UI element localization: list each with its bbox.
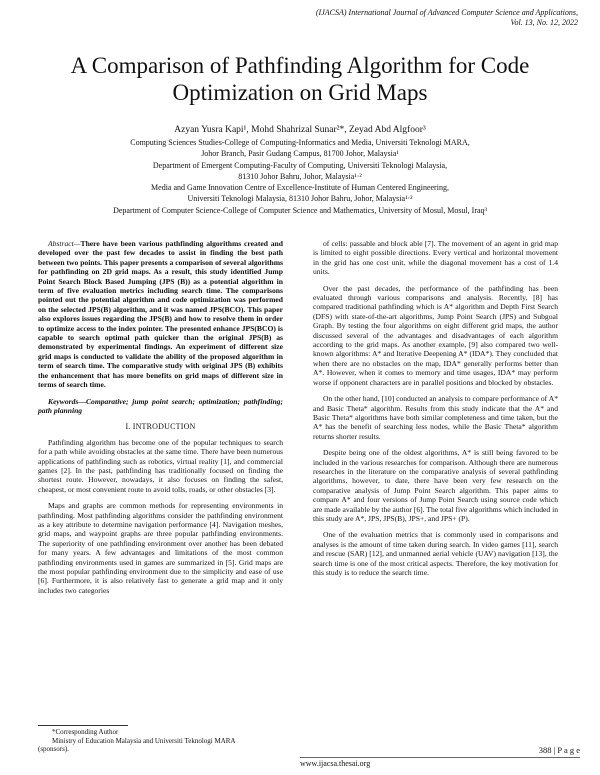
author-list: Azyan Yusra Kapi¹, Mohd Shahrizal Sunar²*, Zeyad Abd Algfoor³ — [174, 125, 426, 135]
footnote-sponsor: Ministry of Education Malaysia and Universiti Teknologi MARA — [52, 736, 236, 745]
journal-header-line2: Vol. 13, No. 12, 2022 — [510, 18, 578, 27]
affiliation-line: Media and Game Innovation Centre of Excellence-Institute of Human Centered Engineering, — [151, 183, 449, 193]
affiliation-line: Computing Sciences Studies-College of Computing-Informatics and Media, Universiti Teknologi MARA, — [130, 138, 470, 147]
page-number: 388 | P a g e — [538, 745, 580, 755]
footnote-corresponding: *Corresponding Author — [52, 728, 119, 736]
affiliation-line: Department of Emergent Computing-Faculty of Computing, Universiti Teknologi Malaysia, — [152, 160, 448, 170]
keywords-text: Comparative; jump point search; optimization; pathfinding; path planning — [38, 396, 283, 415]
keywords — [38, 397, 283, 416]
abstract-text: There have been various pathfinding algorithms created and developed over the past few decades to assist in finding the best path between two points. This paper presents a comparison of several algorithms for pathfinding on 2D grid maps. As a result, this study identified Jump Point Search Block Based Jumping (JPS (B)) as a potential algorithm in term of five evaluation metrics including search time. The comparisons pointed out the potential algorithm and code optimization was performed on the selected JPS(B) algorithm, and it was named JPS(BCO). This paper also explores issues regarding the JPS(B) and how to resolve them in order to optimize access to the index pointer. The presented enhance JPS(BCO) is capable to search optimal path quicker than the original JPS(B) as demonstrated by experimental findings. An experiment of different size grid maps is conducted to validate the ability of the proposed algorithm in term of search time. The comparative study with original JPS (B) exhibits the enhancement that has more benefits on grid maps of different size in terms of search time. — [38, 239, 283, 390]
body-paragraph: Despite being one of the oldest algorithms, A* is still being favored to be included in the various researches for comparison. Although there are numerous researches in the literature on the comparative analysis of several pathfinding algorithms, however, to date, there have been very few research on the comparative analysis of Jump Point Search algorithm. This paper aims to compare A* and four versions of Jump Point Search using source code which are made available by the author [6]. The total five algorithms which included in this study are A*, JPS, JPS(B), JPS+, and JPS+ (P). — [313, 448, 558, 523]
right-column — [313, 239, 558, 584]
footer-divider — [300, 757, 580, 758]
body-paragraph: of cells: passable and block able [7]. The movement of an agent in grid map is limited to eight possible directions. Every vertical and horizontal movement in the grid has one cost unit, while the diagonal movement has a cost of 1.4 units. — [313, 239, 558, 277]
keywords-lead: Keywords— — [48, 396, 86, 406]
body-paragraph: Over the past decades, the performance of the pathfinding has been evaluated through various comparisons and analysis. Recently, [8] has compared traditional pathfinding which is A* algorithm and Depth First Search (DFS) with state-of-the-art algorithms, Jump Point Search (JPS) and Subgoal Graph. By testing the four algorithms on eight different grid maps, the author discussed several of the advantages and disadvantages of each algorithm according to the grid maps. As another example, [9] also compared two well-known algorithms: A* and Iterative Deepening A* (IDA*). They concluded that when there are no obstacles on the map, IDA* generally performs better than A*. However, when it comes to memory and time usages, IDA* may perform worse if opponent characters are in parallel positions and blocked by obstacles. — [313, 283, 558, 387]
body-paragraph: On the other hand, [10] conducted an analysis to compare performance of A* and Basic Theta* algorithm. Results from this study indicate that the A* and Basic Theta* algorithms have both similar completeness and time taken, but the A* has the benefit of searching less nodes, while the Basic Theta* algorithm returns shorter results. — [313, 394, 558, 441]
journal-header — [218, 8, 578, 28]
footnotes — [38, 728, 283, 754]
body-paragraph: Pathfinding algorithm has become one of the popular techniques to search for a path while avoiding obstacles at the same time. There have been numerous applications of pathfinding such as robotics, virtual reality [1], and commercial games [2]. In the past, pathfinding has traditionally focused on finding the shortest route. However, nowadays, it also focuses on finding the safest, cheapest, or most convenient route to avoid tolls, roads, or other obstacles [3]. — [38, 437, 283, 494]
footnote-divider — [38, 725, 128, 726]
paper-title-line2: Optimization on Grid Maps — [172, 80, 428, 105]
affiliation-line: Department of Computer Science-College of Computer Science and Mathematics, University of Mosul, Mosul, Iraq³ — [113, 205, 487, 215]
left-column — [38, 239, 283, 602]
journal-header-line1: (IJACSA) International Journal of Advanced Computer Science and Applications, — [315, 8, 578, 17]
affiliation-line: Universiti Teknologi Malaysia, 81310 Johor Bahru, Johor, Malaysia¹·² — [187, 194, 413, 204]
abstract-lead: Abstract— — [48, 239, 81, 248]
section-heading-introduction: I. INTRODUCTION — [125, 422, 196, 432]
affiliation-line: 81310 Johor Bahru, Johor, Malaysia¹·² — [238, 171, 362, 181]
body-paragraph: Maps and graphs are common methods for representing environments in pathfinding. Most pathfinding algorithms consider the pathfinding environment as a key attribute to determine navigation performance [4]. Navigation meshes, grid maps, and waypoint graphs are three popular pathfinding environments. The superiority of one pathfinding environment over another has been debated for many years. A few advantages and limitations of the most common pathfinding environments used in games are summarized in [5]. Grid maps are the most popular pathfinding environment due to the simplicity and ease of use [6]. Furthermore, it is also relatively fast to generate a grid map and it only includes two categories — [38, 501, 283, 595]
body-paragraph: One of the evaluation metrics that is commonly used in comparisons and analyses is the amount of time taken during search. In video games [11], search and rescue (SAR) [12], and unmanned aerial vehicle (UAV) navigation [13], the search time is one of the most critical aspects. Therefore, the key motivation for this study is to reduce the search time. — [313, 530, 558, 577]
footnote-sponsor-cont: (sponsors). — [38, 745, 69, 754]
affiliation-line: Johor Branch, Pasir Gudang Campus, 81700 Johor, Malaysia¹ — [201, 149, 399, 159]
paper-title — [20, 52, 580, 106]
journal-url[interactable]: www.ijacsa.thesai.org — [300, 759, 371, 768]
abstract — [38, 239, 283, 390]
affiliations — [20, 137, 580, 216]
paper-title-line1: A Comparison of Pathfinding Algorithm for Code — [70, 53, 530, 78]
